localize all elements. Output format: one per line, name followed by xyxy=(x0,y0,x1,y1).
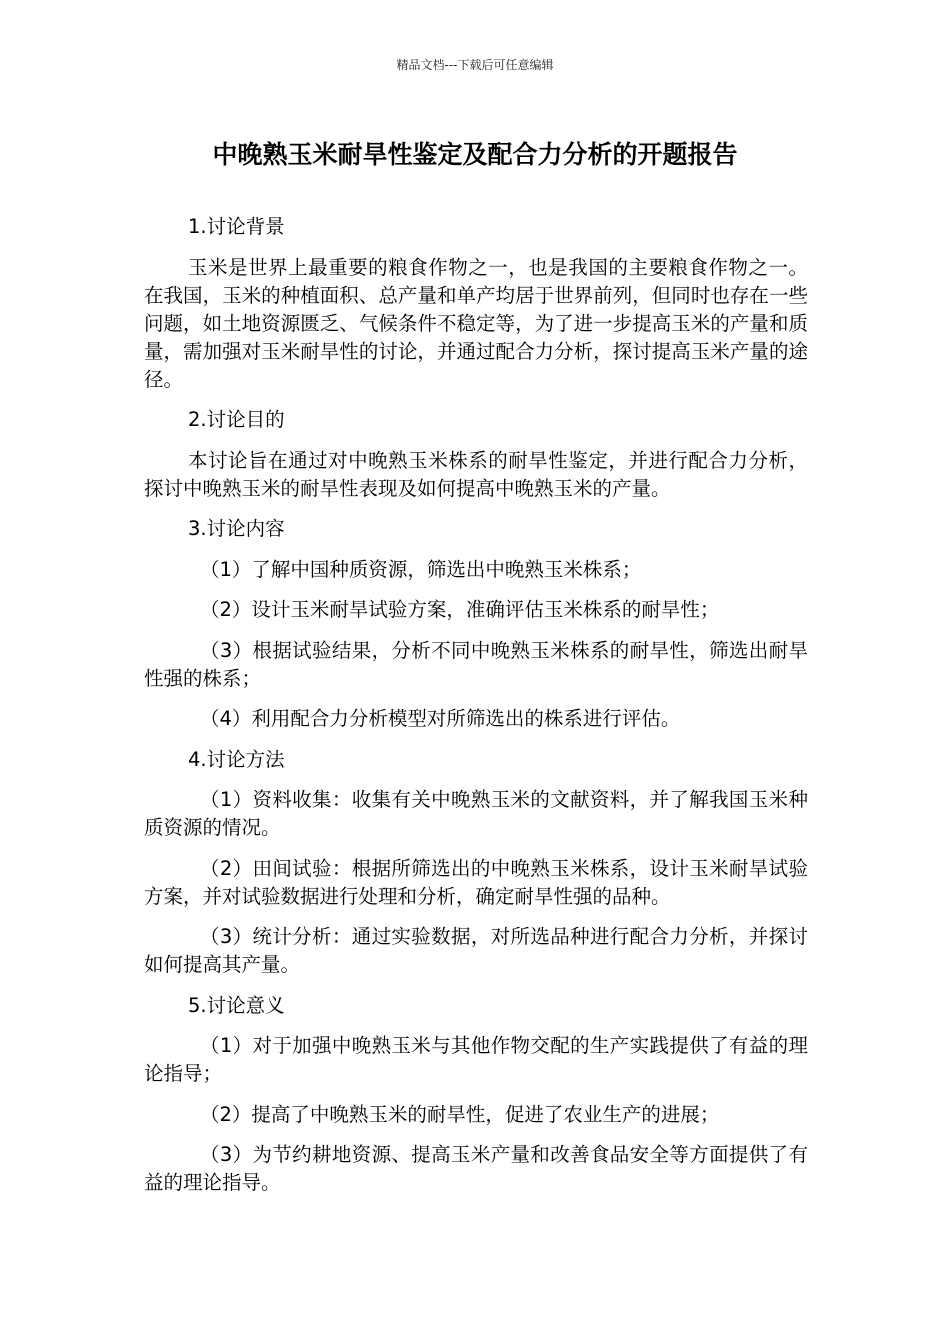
paragraph-purpose: 本讨论旨在通过对中晚熟玉米株系的耐旱性鉴定，并进行配合力分析，探讨中晚熟玉米的耐旱性表现及如何提高中晚熟玉米的产量。 xyxy=(144,448,808,500)
list-item: （3）统计分析：通过实验数据，对所选品种进行配合力分析，并探讨如何提高其产量。 xyxy=(144,925,808,976)
section-heading-background: 1.讨论背景 xyxy=(188,215,285,238)
section-heading-content: 3.讨论内容 xyxy=(188,517,285,540)
document-body xyxy=(144,213,808,1210)
list-item: （2）提高了中晚熟玉米的耐旱性，促进了农业生产的进展； xyxy=(200,1102,720,1126)
list-item: （3）根据试验结果，分析不同中晚熟玉米株系的耐旱性，筛选出耐旱性强的株系； xyxy=(144,638,808,690)
list-item: （2）田间试验：根据所筛选出的中晚熟玉米株系，设计玉米耐旱试验方案，并对试验数据进行处理和分析，确定耐旱性强的品种。 xyxy=(144,856,808,908)
list-item: （1）资料收集：收集有关中晚熟玉米的文献资料，并了解我国玉米种质资源的情况。 xyxy=(144,788,808,839)
list-item: （2）设计玉米耐旱试验方案，准确评估玉米株系的耐旱性； xyxy=(200,598,720,621)
section-heading-significance: 5.讨论意义 xyxy=(188,993,285,1017)
list-item: （3）为节约耕地资源、提高玉米产量和改善食品安全等方面提供了有益的理论指导。 xyxy=(144,1143,808,1194)
document-title: 中晚熟玉米耐旱性鉴定及配合力分析的开题报告 xyxy=(212,140,738,169)
section-heading-methods: 4.讨论方法 xyxy=(188,747,285,771)
header-note: 精品文档---下载后可任意编辑 xyxy=(396,58,554,72)
list-item: （4）利用配合力分析模型对所筛选出的株系进行评估。 xyxy=(200,707,681,730)
list-item: （1）了解中国种质资源，筛选出中晚熟玉米株系； xyxy=(200,557,642,581)
section-heading-purpose: 2.讨论目的 xyxy=(188,408,285,431)
list-item: （1）对于加强中晚熟玉米与其他作物交配的生产实践提供了有益的理论指导； xyxy=(144,1034,808,1085)
paragraph-background: 玉米是世界上最重要的粮食作物之一，也是我国的主要粮食作物之一。在我国，玉米的种植面积、总产量和单产均居于世界前列，但同时也存在一些问题，如土地资源匮乏、气候条件不稳定等，为了进一步提高玉米的产量和质量，需加强对玉米耐旱性的讨论，并通过配合力分析，探讨提高玉米产量的途径。 xyxy=(144,255,808,391)
